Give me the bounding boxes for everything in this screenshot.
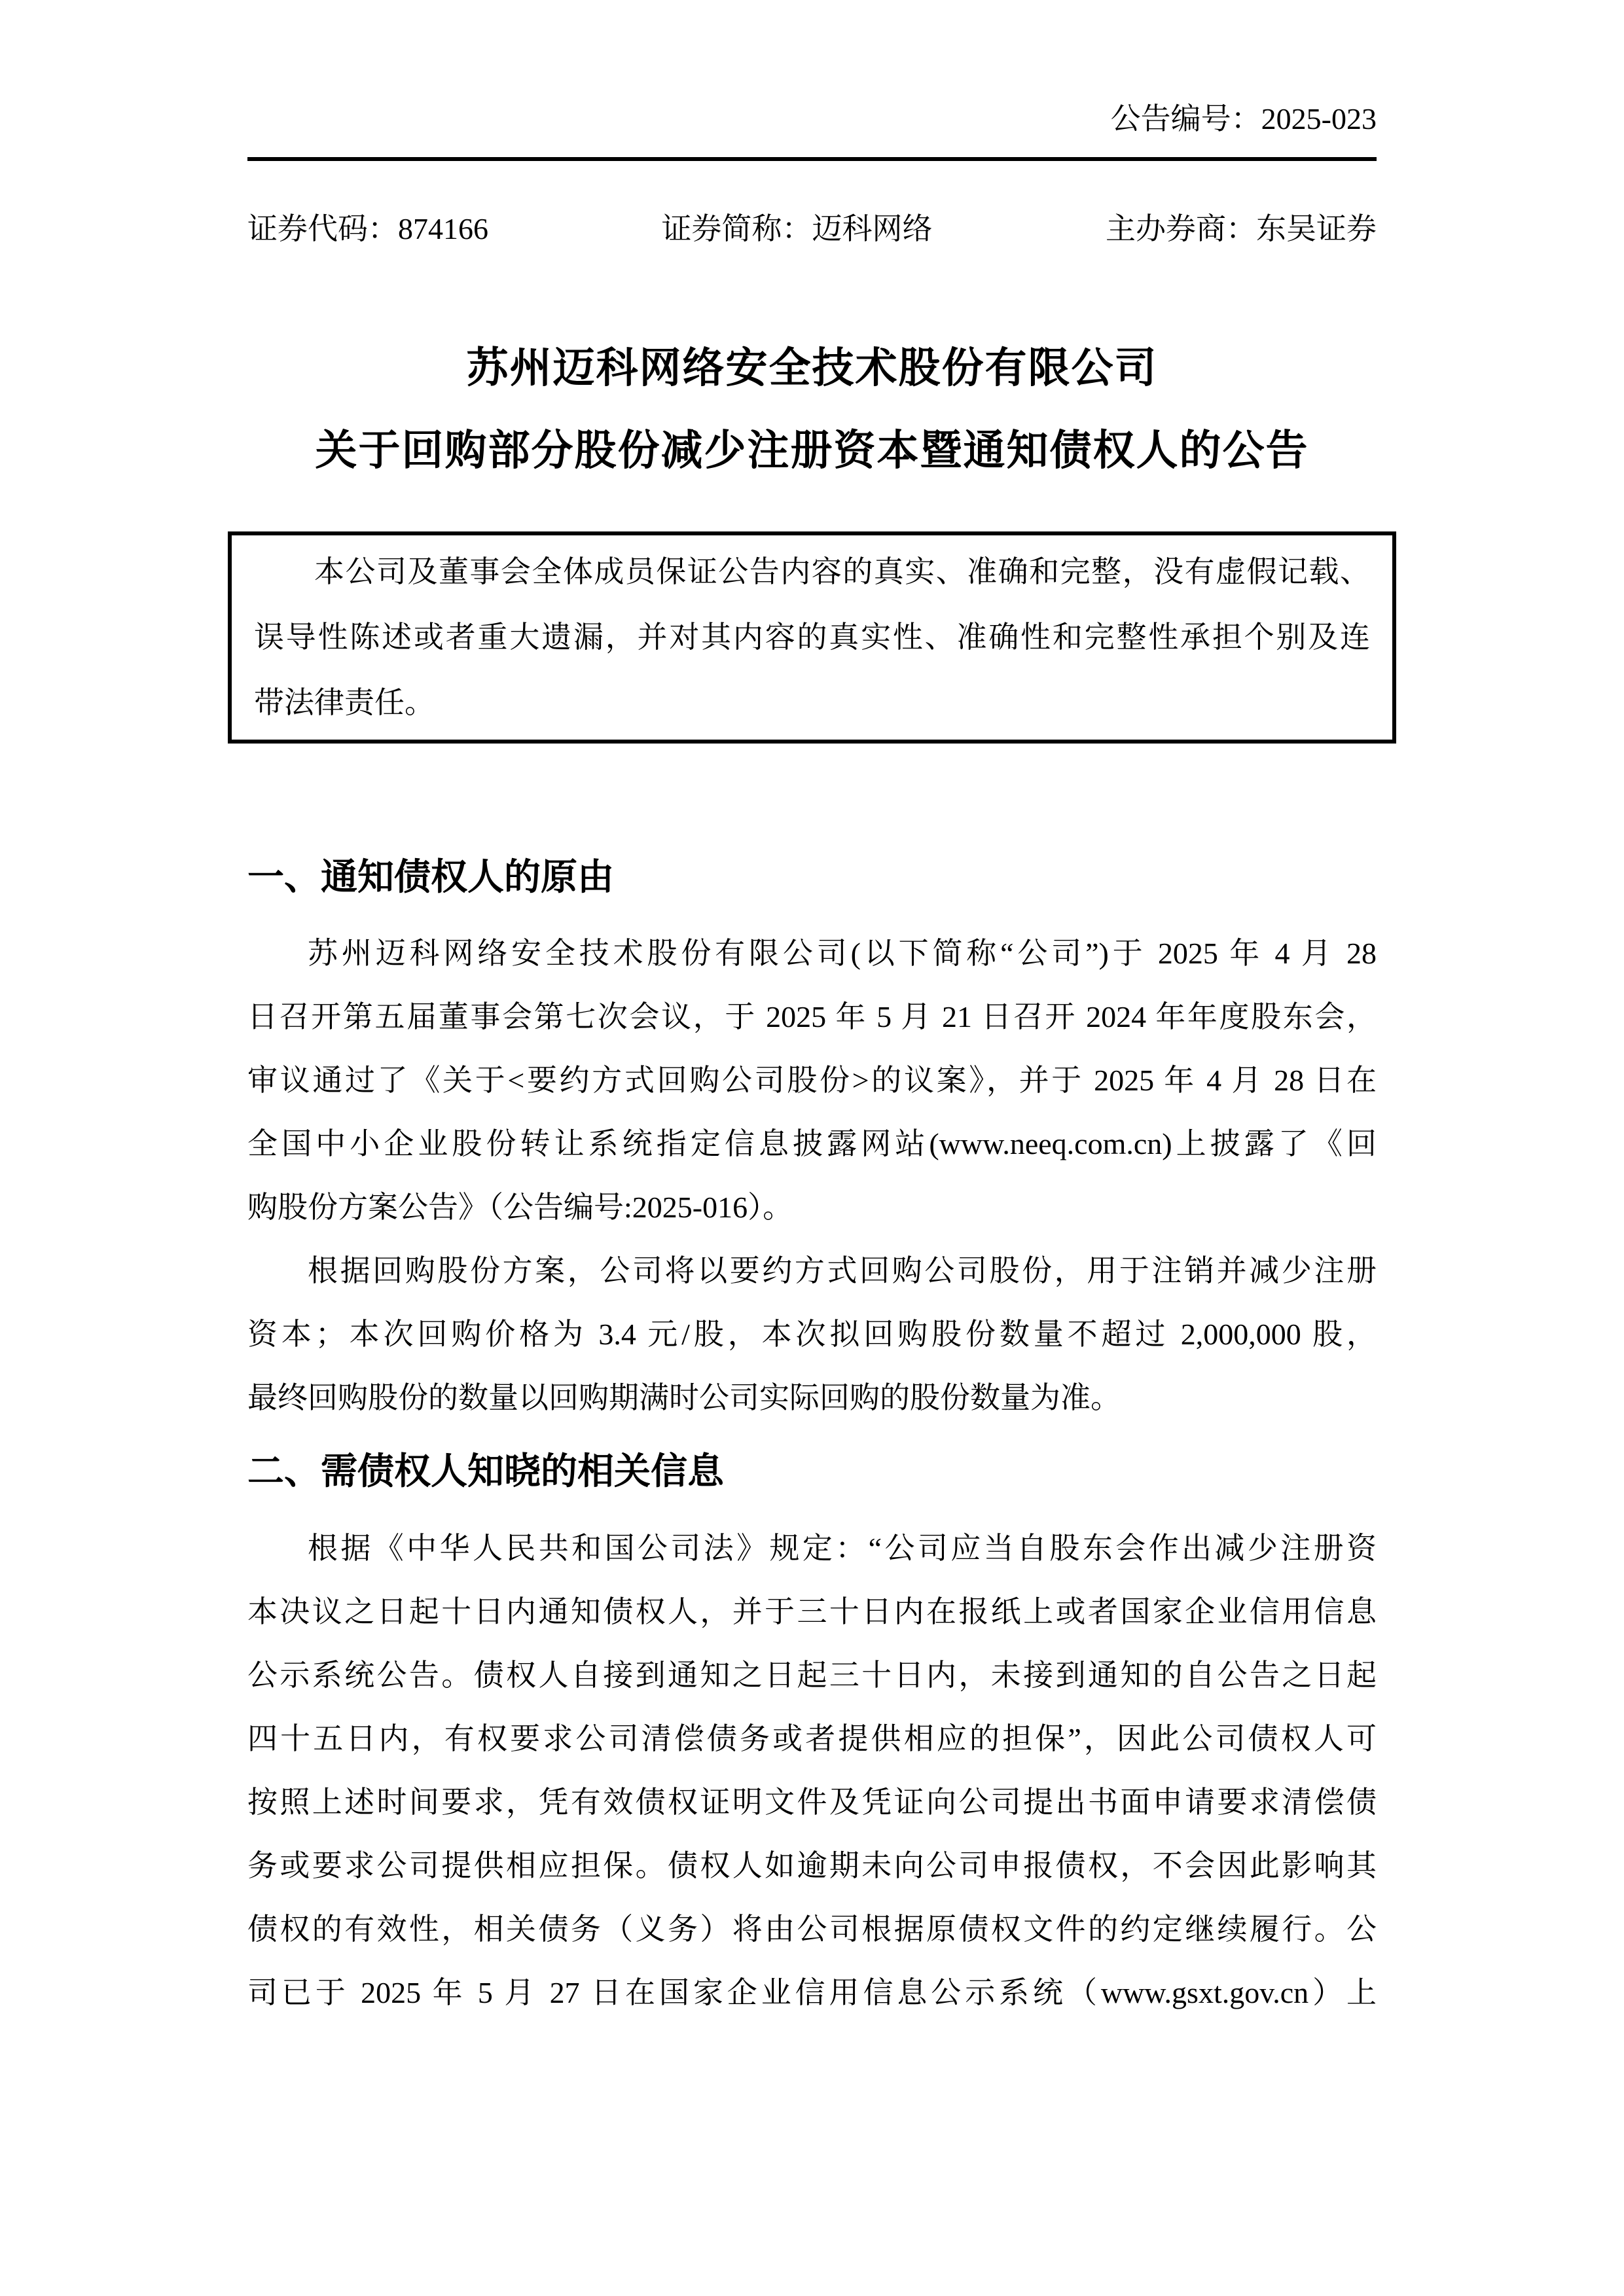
- text-line: 根据回购股份方案，公司将以要约方式回购公司股份，用于注销并减少注册: [308, 1254, 1377, 1287]
- section-1-paragraph-2: [247, 1239, 1377, 1429]
- text-line: 司已于 2025 年 5 月 27 日在国家企业信用信息公示系统（www.gsxt.gov.cn）上: [247, 1976, 1377, 2009]
- text-line: 本决议之日起十日内通知债权人，并于三十日内在报纸上或者国家企业信用信息: [247, 1595, 1377, 1628]
- text-line: 日召开第五届董事会第七次会议，于 2025 年 5 月 21 日召开 2024 年年度股东会，: [247, 1000, 1377, 1033]
- text-line: 审议通过了《关于<要约方式回购公司股份>的议案》，并于 2025 年 4 月 28 日在: [247, 1064, 1377, 1097]
- text-line: 公示系统公告。债权人自接到通知之日起三十日内，未接到通知的自公告之日起: [247, 1659, 1377, 1692]
- section-2-heading: 二、需债权人知晓的相关信息: [247, 1450, 724, 1492]
- text-line: 务或要求公司提供相应担保。债权人如逾期未向公司申报债权，不会因此影响其: [247, 1849, 1377, 1882]
- section-1-paragraph-1: [247, 922, 1377, 1239]
- text-line: 最终回购股份的数量以回购期满时公司实际回购的股份数量为准。: [247, 1381, 1121, 1414]
- announcement-title: 关于回购部分股份减少注册资本暨通知债权人的公告: [315, 427, 1309, 474]
- section-1-heading: 一、通知债权人的原由: [247, 856, 614, 897]
- company-name-title: 苏州迈科网络安全技术股份有限公司: [466, 344, 1158, 391]
- header-rule: [247, 157, 1377, 161]
- text-line: 全国中小企业股份转让系统指定信息披露网站(www.neeq.com.cn)上披露了《回: [247, 1127, 1377, 1160]
- text-line: 本公司及董事会全体成员保证公告内容的真实、准确和完整，没有虚假记载、: [314, 555, 1370, 588]
- text-line: 购股份方案公告》（公告编号:2025-016）。: [247, 1191, 793, 1224]
- text-line: 带法律责任。: [254, 686, 435, 719]
- text-line: 资本；本次回购价格为 3.4 元/股，本次拟回购股份数量不超过 2,000,000 股，: [247, 1318, 1377, 1351]
- text-line: 苏州迈科网络安全技术股份有限公司(以下简称“公司”)于 2025 年 4 月 28: [308, 937, 1377, 970]
- text-line: 按照上述时间要求，凭有效债权证明文件及凭证向公司提出书面申请要求清偿债: [247, 1785, 1377, 1819]
- securities-code: 证券代码：874166: [247, 212, 488, 245]
- section-2-paragraph-1: [247, 1516, 1377, 2024]
- text-line: 债权的有效性，相关债务（义务）将由公司根据原债权文件的约定继续履行。公: [247, 1912, 1377, 1946]
- securities-info-row: [247, 212, 1377, 246]
- declaration-box: [228, 531, 1396, 744]
- text-line: 四十五日内，有权要求公司清偿债务或者提供相应的担保”，因此公司债权人可: [247, 1722, 1377, 1755]
- text-line: 误导性陈述或者重大遗漏，并对其内容的真实性、准确性和完整性承担个别及连: [254, 620, 1370, 654]
- announcement-number: 公告编号：2025-023: [1110, 102, 1377, 135]
- text-line: 根据《中华人民共和国公司法》规定：“公司应当自股东会作出减少注册资: [308, 1532, 1377, 1565]
- sponsor-broker: 主办券商：东吴证券: [1106, 212, 1377, 245]
- securities-short-name: 证券简称：迈科网络: [661, 212, 933, 245]
